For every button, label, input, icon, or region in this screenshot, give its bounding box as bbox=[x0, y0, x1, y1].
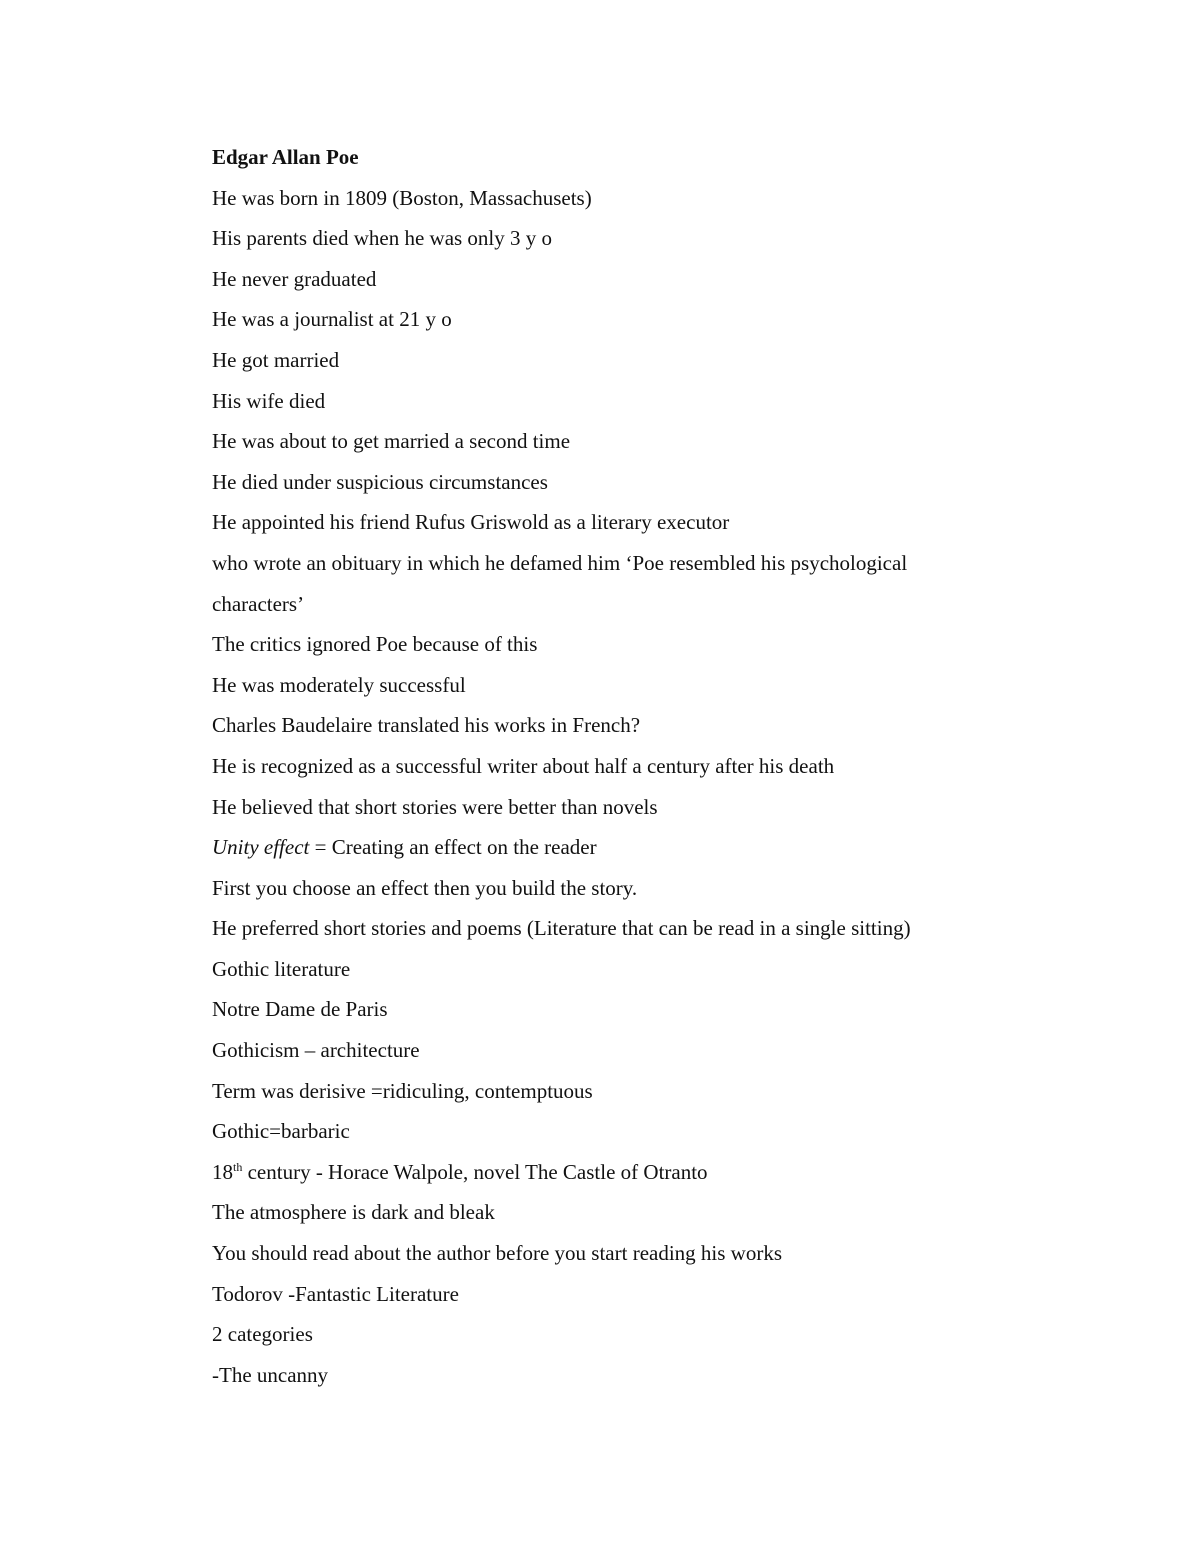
text-line: Gothic literature bbox=[212, 956, 351, 981]
unity-effect-line bbox=[212, 827, 1012, 868]
text-line: He was moderately successful bbox=[212, 672, 466, 697]
text-line: His parents died when he was only 3 y o bbox=[212, 226, 553, 251]
text-line: 2 categories bbox=[212, 1322, 313, 1347]
text-line: His wife died bbox=[212, 388, 326, 413]
century-number: 18 bbox=[212, 1159, 233, 1184]
document-title: Edgar Allan Poe bbox=[212, 145, 359, 169]
text-line: You should read about the author before you start reading his works bbox=[212, 1241, 783, 1266]
unity-effect-term: Unity effect bbox=[212, 835, 310, 860]
century-superscript: th bbox=[233, 1159, 243, 1174]
century-line bbox=[212, 1152, 1012, 1193]
century-text: century - Horace Walpole, novel The Castle of Otranto bbox=[242, 1159, 708, 1184]
text-line: He got married bbox=[212, 347, 340, 372]
text-line: First you choose an effect then you build the story. bbox=[212, 875, 638, 900]
text-line: The atmosphere is dark and bleak bbox=[212, 1200, 495, 1225]
text-line: He is recognized as a successful writer about half a century after his death bbox=[212, 753, 835, 778]
text-line: He was a journalist at 21 y o bbox=[212, 307, 452, 332]
text-line: Gothicism – architecture bbox=[212, 1038, 420, 1063]
text-line: He never graduated bbox=[212, 266, 377, 291]
text-line: The critics ignored Poe because of this bbox=[212, 632, 538, 657]
text-line: He appointed his friend Rufus Griswold as a literary executor bbox=[212, 510, 730, 535]
document-body bbox=[212, 137, 1012, 1395]
text-line: He was born in 1809 (Boston, Massachusets) bbox=[212, 185, 592, 210]
text-line: He believed that short stories were better than novels bbox=[212, 794, 658, 819]
text-line: Charles Baudelaire translated his works in French? bbox=[212, 713, 641, 738]
text-line: Term was derisive =ridiculing, contemptuous bbox=[212, 1078, 593, 1103]
text-line: Todorov -Fantastic Literature bbox=[212, 1281, 459, 1306]
text-line: -The uncanny bbox=[212, 1362, 329, 1387]
text-line: He died under suspicious circumstances bbox=[212, 469, 548, 494]
text-line: who wrote an obituary in which he defamed him ‘Poe resembled his psychological bbox=[212, 550, 908, 575]
text-line: He was about to get married a second time bbox=[212, 429, 571, 454]
text-line: characters’ bbox=[212, 591, 305, 616]
text-line: He preferred short stories and poems (Literature that can be read in a single sitting) bbox=[212, 916, 911, 941]
text-line: Gothic=barbaric bbox=[212, 1119, 350, 1144]
unity-effect-definition: = Creating an effect on the reader bbox=[309, 835, 597, 860]
text-line: Notre Dame de Paris bbox=[212, 997, 388, 1022]
